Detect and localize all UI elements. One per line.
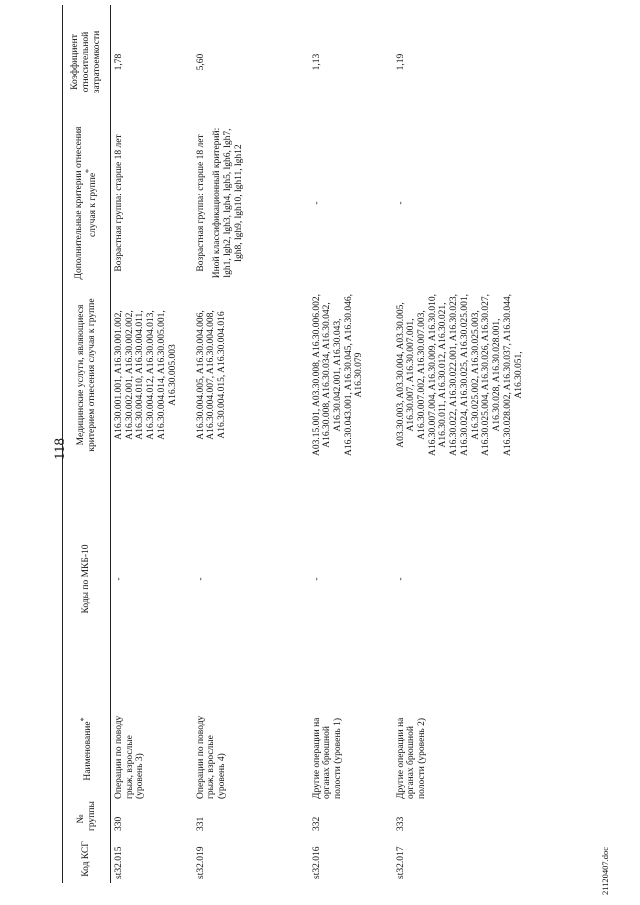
cell-coef: 1,13 — [311, 53, 322, 71]
cell-extra-age: - — [395, 201, 406, 205]
cell-extra — [309, 119, 393, 287]
cell-code: st32.019 — [195, 846, 206, 879]
cell-name: Операции по поводу грыж, взрослые (уровень 3) — [114, 715, 146, 799]
cell-name: Другие операции на органах брюшной полости (уровень 1) — [311, 717, 343, 799]
table-row — [193, 5, 309, 883]
cell-mkb: - — [395, 577, 406, 581]
cell-coef: 5,60 — [195, 53, 206, 71]
table-row — [393, 5, 563, 883]
header-name-mark: * — [78, 717, 88, 722]
cell-extra-age: Возрастная группа: старше 18 лет — [114, 134, 124, 272]
cell-code: st32.016 — [311, 846, 322, 879]
cell-name: Другие операции на органах брюшной полости (уровень 2) — [395, 717, 427, 799]
ksg-table — [62, 5, 563, 883]
table-row — [111, 5, 193, 883]
table-header-row — [63, 5, 111, 883]
cell-extra — [193, 119, 309, 287]
header-group-no: № группы — [63, 803, 111, 835]
document-footer: 21120407.doc — [600, 846, 610, 895]
cell-extra — [393, 119, 563, 287]
cell-services: A16.30.004.005, A16.30.004.006, A16.30.004.007, A16.30.004.008, A16.30.004.015, A16.30.004.016 — [195, 310, 227, 440]
cell-group-no: 332 — [311, 816, 322, 831]
cell-extra — [111, 119, 193, 287]
header-extra — [63, 119, 111, 287]
cell-services: A16.30.001.001, A16.30.001.002, A16.30.002.001, A16.30.002.002, A16.30.004.010, A16.30.004.011, A16.30.004.012, A16.30.004.013, A16.30.004.014, A16.30.005.001, A16.30.005.003 — [114, 310, 178, 440]
cell-extra-age: - — [311, 201, 322, 205]
cell-group-no: 330 — [114, 816, 124, 831]
cell-name: Операции по поводу грыж, взрослые (уровень 4) — [195, 715, 227, 799]
cell-services: A03.30.003, A03.30.004, A03.30.005, A16.30.007, A16.30.007.001, A16.30.007.002, A16.30.007.003, A16.30.007.004, A16.30.009, A16.30.010, A16.30.011, A16.30.012, A16.30.021, A16.30.022, A16.30.022.001, A16.30.023, A16.30.024, A16.30.025, A16.30.025.001, A16.30.025.002, A16.30.025.003, A16.30.025.004, A16.30.026, A16.30.027, A16.30.028, A16.30.028.001, A16.30.028.002, A16.30.037, A16.30.044, A16.30.051, — [395, 293, 524, 457]
cell-services: A03.15.001, A03.30.008, A16.30.006.002, A16.30.008, A16.30.034, A16.30.042, A16.30.042.001, A16.30.043, A16.30.043.001, A16.30.045, A16.30.046, A16.30.079 — [311, 293, 365, 457]
cell-coef: 1,19 — [395, 53, 406, 71]
header-name — [63, 695, 111, 803]
cell-code: st32.015 — [114, 846, 124, 879]
cell-group-no: 333 — [395, 816, 406, 831]
cell-extra-classifier: Иной классификационный критерий: lgh1, lgh2, lgh3, lgh4, lgh5, lgh6, lgh7, lgh8, lgh9, lgh10, lgh11, lgh12 — [212, 127, 244, 279]
table-row — [309, 5, 393, 883]
cell-extra-age: Возрастная группа: старше 18 лет — [195, 134, 206, 272]
header-coef: Коэффициент относительной затратоемкости — [63, 5, 111, 119]
header-extra-mark: * — [83, 168, 93, 173]
header-services: Медицинские услуги, являющиеся критерием отнесения случая к группе — [63, 287, 111, 463]
cell-mkb: - — [114, 577, 124, 581]
cell-coef: 1,78 — [114, 53, 124, 71]
page-number: 118 — [52, 438, 68, 460]
header-mkb: Коды по МКБ-10 — [63, 463, 111, 695]
header-extra-label: Дополнительные критерии отнесения случая к группе — [74, 126, 99, 280]
header-name-label: Наименование — [82, 721, 93, 781]
header-code: Код КСГ — [63, 835, 111, 883]
cell-group-no: 331 — [195, 816, 206, 831]
cell-code: st32.017 — [395, 846, 406, 879]
cell-mkb: - — [195, 577, 206, 581]
cell-mkb: - — [311, 577, 322, 581]
